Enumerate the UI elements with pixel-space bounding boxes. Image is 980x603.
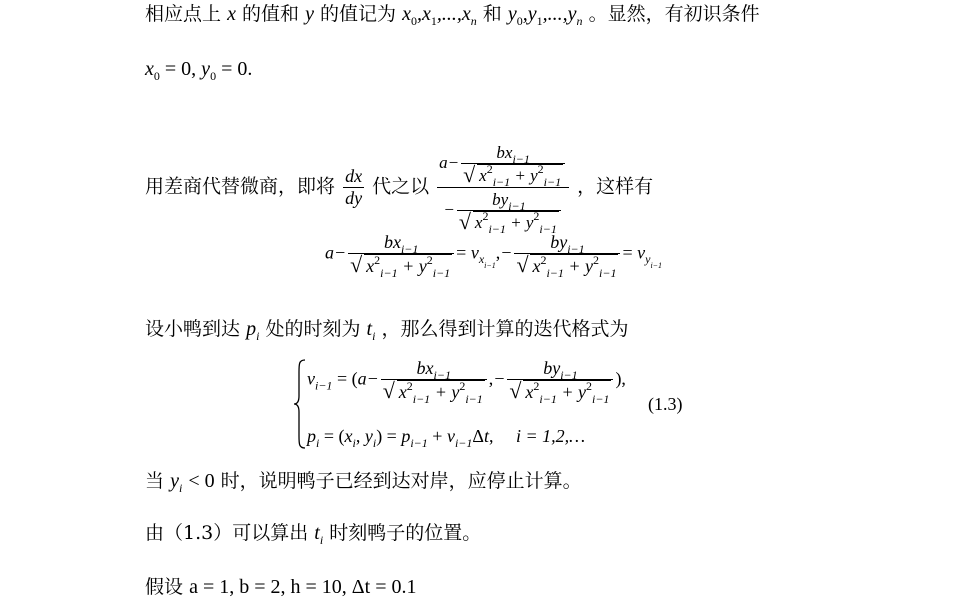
text-fragment: 当 — [145, 470, 165, 492]
text-fragment: 时，说明鸭子已经到达对岸，应停止计算。 — [220, 470, 582, 492]
fraction-dx-dy: $\frac{dx}{dy}$ — [345, 166, 363, 209]
text-fragment: 的值记为 — [320, 3, 397, 25]
time-t-i: $t_i$ — [314, 522, 324, 547]
text-fragment: 的值和 — [242, 3, 300, 25]
var-y-i: $y_i$ — [170, 470, 183, 495]
initial-conditions — [145, 57, 252, 81]
paragraph-time-step — [145, 317, 628, 341]
text-fragment: 相应点上 — [145, 3, 222, 25]
text-fragment: 处的时刻为 — [265, 318, 361, 340]
text-fragment: 由（1.3）可以算出 — [145, 522, 309, 544]
stop-condition: < 0 — [188, 470, 215, 492]
var-y: y — [305, 3, 314, 25]
iteration-system — [293, 356, 713, 452]
text-fragment: 时刻鸭子的位置。 — [329, 522, 482, 544]
equation-position: $p_i = (x_i$, $y_i) = p_{i-1} + v_{i-1}\Delta t$, i = 1,2,… — [307, 426, 586, 450]
sequence-x: $x_0,x_1,...,x_n$ — [402, 3, 477, 28]
time-t-i: $t_i$ — [366, 318, 376, 343]
paragraph-notation — [145, 2, 760, 26]
paragraph-parameters — [145, 575, 416, 599]
text-fragment: 假设 — [145, 576, 184, 598]
point-p-i: $p_i$ — [246, 318, 260, 343]
text-fragment: 设小鸭到达 — [145, 318, 241, 340]
paragraph-difference-quotient — [145, 143, 654, 236]
text-fragment: 用差商代替微商，即将 — [145, 175, 336, 198]
var-x: x — [227, 3, 236, 25]
index-range: i = 1,2,… — [515, 426, 586, 446]
sequence-y: $y_0,y_1,...,y_n$ — [507, 3, 583, 28]
paragraph-position-compute — [145, 521, 481, 545]
text-fragment: 和 — [482, 3, 502, 25]
equation-velocity: $v_{i-1} = (a-$ $bx_{i-1}$ √ $x^2_{i-1} + y^2_{i-1}$ ,− $by_{i-1}$ √ $x^2_{i-1} + y^2_{i-1}$ ), — [307, 358, 626, 402]
left-brace — [293, 358, 307, 450]
text-fragment: ，那么得到计算的迭代格式为 — [381, 318, 629, 340]
compound-fraction: a− $bx_{i-1}$ √ $x^2_{i-1} + y^2_{i-1}$ − $by_{i-1}$ √ $x^2_{i-1} + y^2_{i-1}$ — [437, 143, 569, 232]
parameter-values: a = 1, b = 2, h = 10, Δt = 0.1 — [189, 576, 417, 598]
text-fragment: 。显然，有初识条件 — [588, 3, 760, 25]
paragraph-stop-condition — [145, 469, 582, 493]
initial-condition-formula: $x_0 = 0$, $y_0 = 0$. — [145, 58, 253, 83]
velocity-formula: a− $bx_{i-1}$ √ $x^2_{i-1} + y^2_{i-1}$ = $v_{x_{i-1}},-$ $by_{i-1}$ √ $x^2_{i-1} + y^2_{i-1}$ = $v_{y_{i-1}}$ — [325, 232, 662, 276]
text-fragment: 代之以 — [372, 175, 430, 198]
equation-label: (1.3) — [648, 394, 683, 414]
text-fragment: ，这样有 — [577, 175, 654, 198]
